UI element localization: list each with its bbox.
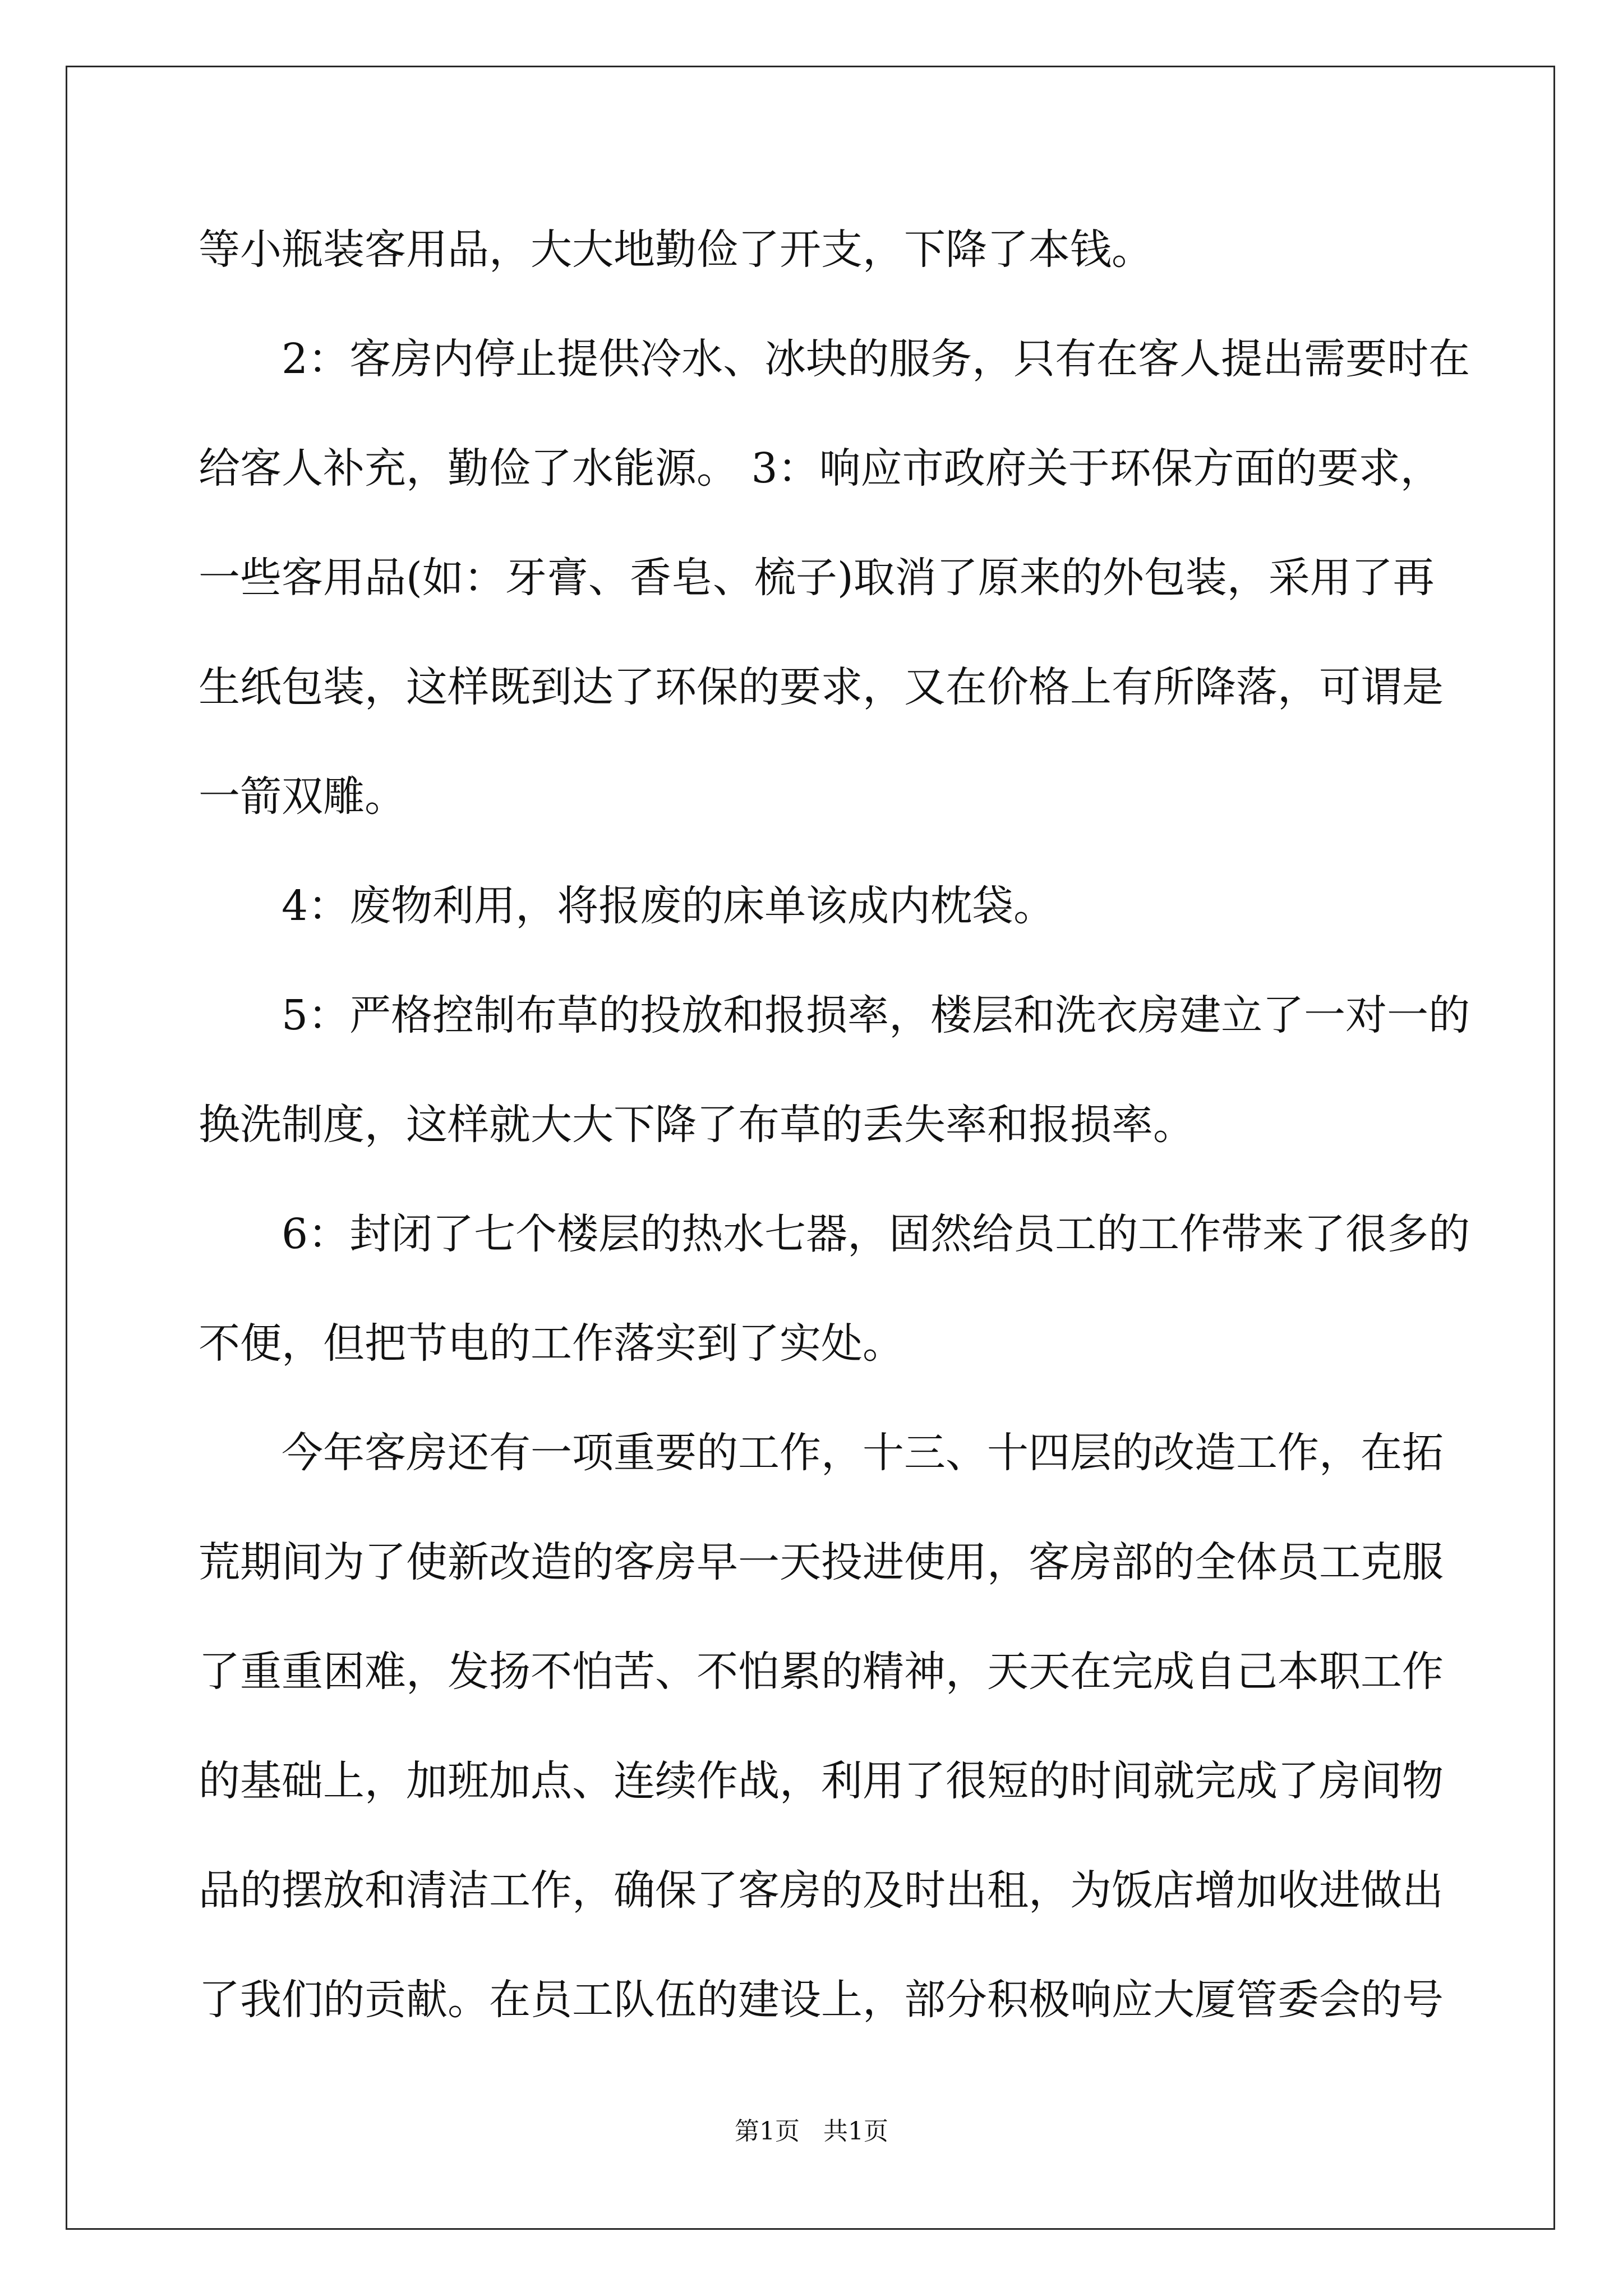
text-line: 品的摆放和清洁工作，确保了客房的及时出租，为饭店增加收进做出 — [199, 1866, 1444, 1915]
text-line: 4：废物利用，将报废的床单该成内枕袋。 — [282, 882, 1055, 930]
text-line: 今年客房还有一项重要的工作，十三、十四层的改造工作，在拓 — [282, 1429, 1444, 1477]
text-line: 了我们的贡献。在员工队伍的建设上，部分积极响应大厦管委会的号 — [199, 1976, 1444, 2024]
document-body — [199, 216, 1470, 2076]
text-line: 的基础上，加班加点、连续作战，利用了很短的时间就完成了房间物 — [199, 1757, 1444, 1805]
text-line: 生纸包装，这样既到达了环保的要求，又在价格上有所降落，可谓是 — [199, 663, 1444, 711]
text-line: 2：客房内停止提供冷水、冰块的服务，只有在客人提出需要时在 — [282, 335, 1470, 383]
text-line: 一些客用品(如：牙膏、香皂、梳子)取消了原来的外包装，采用了再 — [199, 554, 1435, 602]
text-line: 不便，但把节电的工作落实到了实处。 — [199, 1319, 904, 1368]
page-number: 第1页 — [735, 2117, 800, 2146]
text-line: 荒期间为了使新改造的客房早一天投进使用，客房部的全体员工克服 — [199, 1538, 1444, 1586]
page-total: 共1页 — [823, 2117, 888, 2146]
text-line: 一箭双雕。 — [199, 772, 406, 821]
text-line: 6：封闭了七个楼层的热水七器，固然给员工的工作带来了很多的 — [282, 1210, 1470, 1258]
text-line: 换洗制度，这样就大大下降了布草的丢失率和报损率。 — [199, 1101, 1195, 1149]
page-footer — [0, 2115, 1623, 2148]
text-line: 给客人补充，勤俭了水能源。 3：响应市政府关于环保方面的要求， — [199, 444, 1442, 493]
text-line: 等小瓶装客用品，大大地勤俭了开支，下降了本钱。 — [199, 226, 1153, 274]
text-line: 5：严格控制布草的投放和报损率，楼层和洗衣房建立了一对一的 — [282, 991, 1470, 1039]
text-line: 了重重困难，发扬不怕苦、不怕累的精神，天天在完成自己本职工作 — [199, 1648, 1444, 1696]
